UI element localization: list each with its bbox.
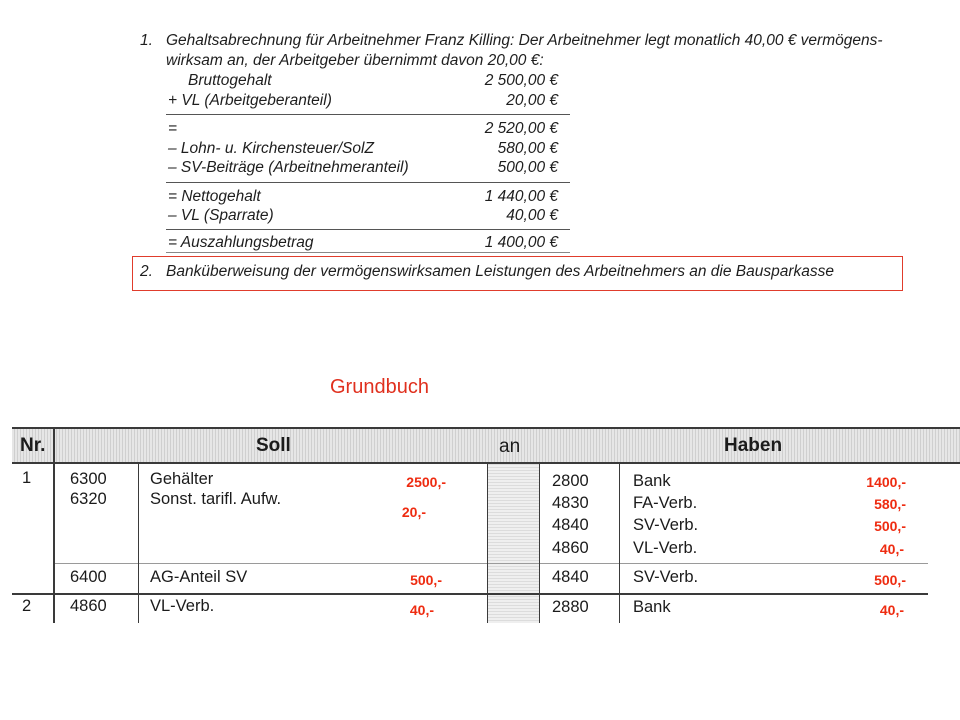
calc-label-sv-beitraege: – SV-Beiträge (Arbeitnehmeranteil): [168, 159, 409, 176]
header-soll: Soll: [256, 435, 291, 456]
cell-haben-name: Bank: [633, 598, 671, 616]
cell-haben-amount: 40,-: [879, 602, 904, 618]
cell-haben-amount: 1400,-: [866, 474, 906, 490]
calc-label-lohnsteuer: – Lohn- u. Kirchensteuer/SolZ: [168, 140, 374, 157]
row-divider: [12, 593, 928, 595]
calc-label-sum: =: [168, 120, 178, 137]
cell-soll-account: 6320: [70, 490, 107, 508]
calc-amount-sparrate: 40,00 €: [506, 207, 558, 224]
cell-haben-name: VL-Verb.: [633, 539, 698, 557]
an-column-background: [487, 463, 539, 623]
table-border-top: [12, 427, 960, 429]
item-number-1: 1.: [140, 32, 153, 49]
calc-label-vl-arbeitgeber: + VL (Arbeitgeberanteil): [168, 92, 332, 109]
divider: [166, 229, 570, 230]
header-nr: Nr.: [20, 435, 46, 456]
col-divider: [53, 427, 55, 623]
divider: [166, 114, 570, 115]
calc-label-nettogehalt: = Nettogehalt: [168, 188, 261, 205]
cell-haben-account: 4840: [552, 516, 589, 534]
col-divider: [539, 463, 540, 623]
cell-soll-amount: 500,-: [410, 572, 442, 588]
calc-label-sparrate: – VL (Sparrate): [168, 207, 274, 224]
cell-soll-name: VL-Verb.: [150, 597, 215, 615]
calc-amount-sv-beitraege: 500,00 €: [497, 159, 558, 176]
cell-nr: 2: [22, 597, 32, 615]
cell-soll-name: Gehälter: [150, 470, 214, 488]
item-number-2: 2.: [140, 263, 153, 280]
cell-haben-account: 4840: [552, 568, 589, 586]
cell-soll-name: AG-Anteil SV: [150, 568, 248, 586]
calc-amount-vl-arbeitgeber: 20,00 €: [506, 92, 558, 109]
cell-haben-amount: 40,-: [879, 541, 904, 557]
cell-haben-name: Bank: [633, 472, 671, 490]
cell-soll-name: Sonst. tarifl. Aufw.: [150, 490, 282, 508]
table-header-background: [12, 429, 960, 463]
header-an: an: [499, 436, 521, 457]
cell-soll-amount: 2500,-: [406, 474, 446, 490]
calc-title-line1: Gehaltsabrechnung für Arbeitnehmer Franz Killing: Der Arbeitnehmer legt monatlich 40,00 € vermögens-: [166, 32, 883, 49]
calc-label-bruttogehalt: Bruttogehalt: [188, 72, 272, 89]
col-divider: [487, 463, 488, 623]
cell-haben-name: FA-Verb.: [633, 494, 698, 512]
calc-amount-nettogehalt: 1 440,00 €: [484, 188, 558, 205]
divider: [166, 252, 570, 253]
cell-soll-account: 4860: [70, 597, 107, 615]
divider: [166, 182, 570, 183]
grundbuch-heading: Grundbuch: [330, 376, 429, 398]
calc-title-line2: wirksam an, der Arbeitgeber übernimmt davon 20,00 €:: [166, 52, 544, 69]
cell-haben-amount: 580,-: [874, 496, 906, 512]
calc-label-auszahlung: = Auszahlungsbetrag: [168, 234, 314, 251]
cell-haben-account: 4860: [552, 539, 589, 557]
cell-haben-account: 2800: [552, 472, 589, 490]
calc-amount-lohnsteuer: 580,00 €: [497, 140, 558, 157]
col-divider: [138, 463, 139, 623]
calc-amount-auszahlung: 1 400,00 €: [484, 234, 558, 251]
cell-soll-account: 6400: [70, 568, 107, 586]
cell-haben-name: SV-Verb.: [633, 568, 699, 586]
row-divider: [54, 563, 928, 564]
cell-haben-account: 2880: [552, 598, 589, 616]
calc-amount-bruttogehalt: 2 500,00 €: [484, 72, 558, 89]
cell-haben-account: 4830: [552, 494, 589, 512]
col-divider: [619, 463, 620, 623]
cell-nr: 1: [22, 469, 32, 487]
cell-soll-amount: 20,-: [401, 504, 426, 520]
cell-soll-account: 6300: [70, 470, 107, 488]
table-header-divider: [12, 462, 960, 464]
cell-haben-amount: 500,-: [874, 518, 906, 534]
item2-text: Banküberweisung der vermögenswirksamen Leistungen des Arbeitnehmers an die Bausparkasse: [166, 263, 835, 280]
header-haben: Haben: [724, 435, 783, 456]
calc-amount-sum: 2 520,00 €: [484, 120, 558, 137]
cell-soll-amount: 40,-: [409, 602, 434, 618]
cell-haben-amount: 500,-: [874, 572, 906, 588]
cell-haben-name: SV-Verb.: [633, 516, 699, 534]
